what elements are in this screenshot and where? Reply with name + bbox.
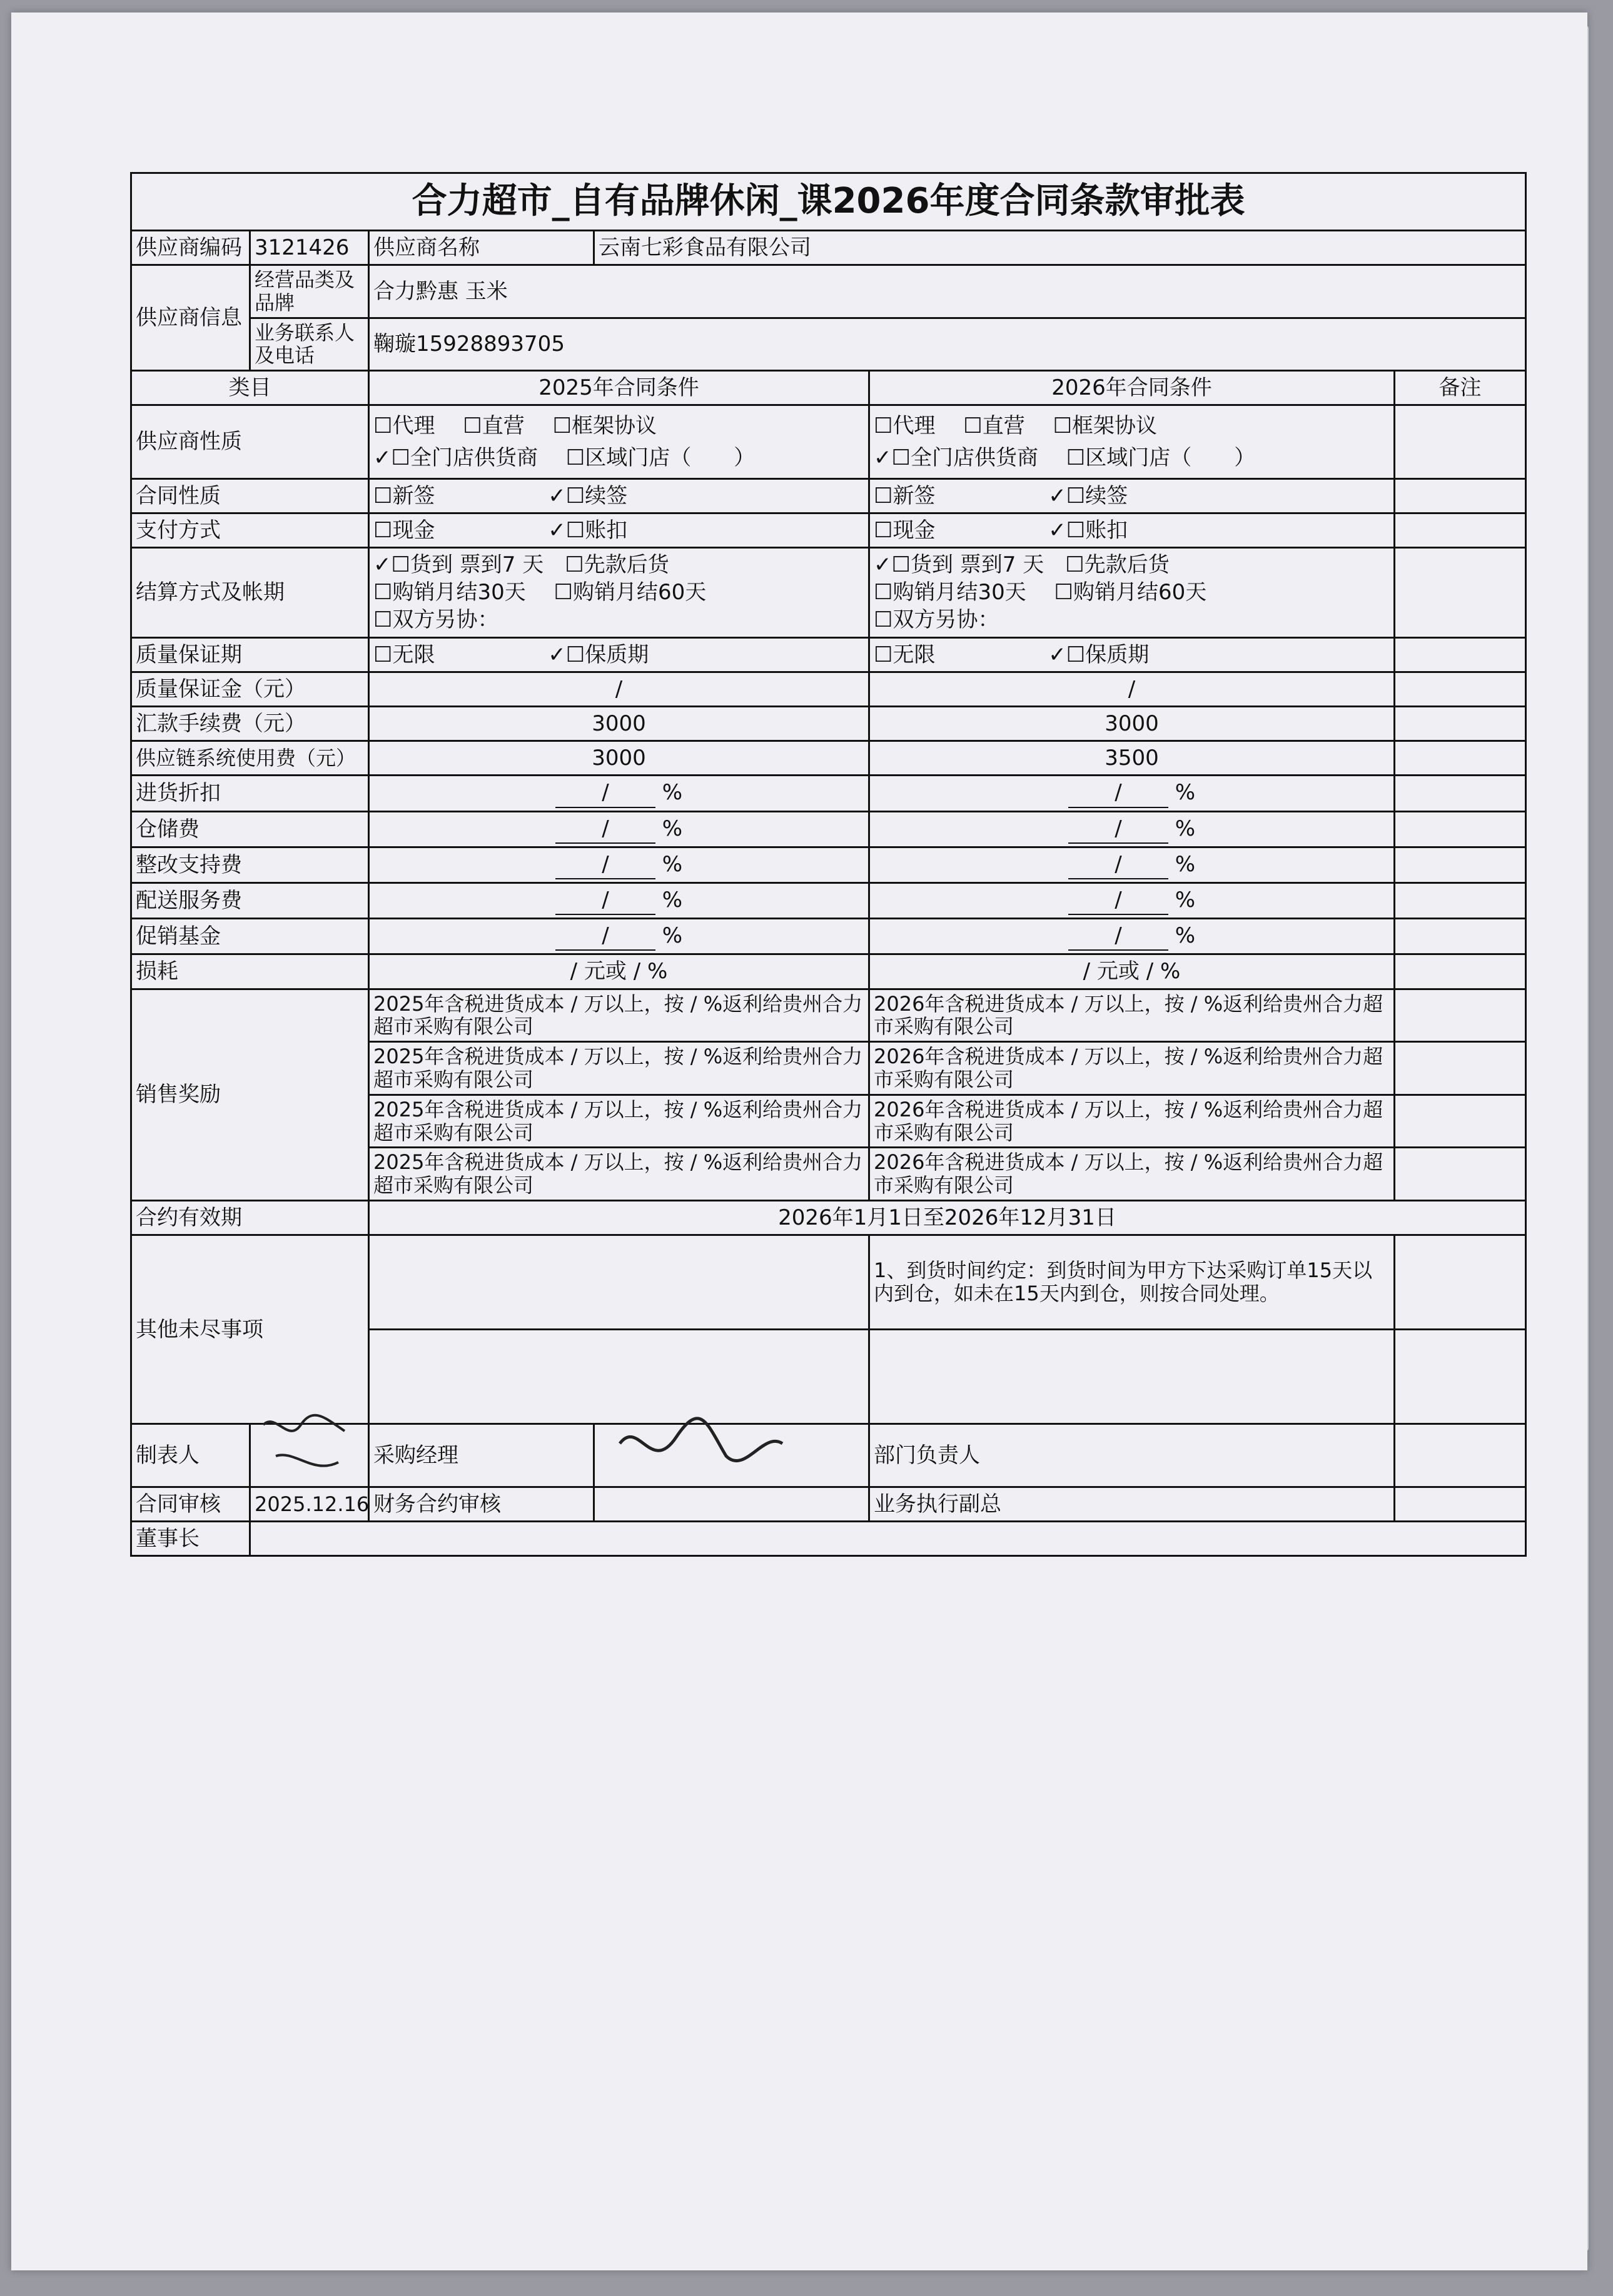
cell-2026 xyxy=(869,882,1395,918)
cell-2026: 2026年含税进货成本 / 万以上，按 / %返利给贵州合力超市采购有限公司 xyxy=(869,1042,1395,1095)
category-label: 经营品类及品牌 xyxy=(250,265,369,318)
blank-value: / xyxy=(555,922,655,951)
unit: % xyxy=(1175,887,1196,913)
cell-2026: ☐现金 ✓☐账扣 xyxy=(869,513,1395,547)
cell-2025: ☐无限 ✓☐保质期 xyxy=(369,637,869,672)
row-label: 仓储费 xyxy=(131,811,369,847)
cell-2025: 2025年含税进货成本 / 万以上，按 / %返利给贵州合力超市采购有限公司 xyxy=(369,1042,869,1095)
cell-line: ✓☐货到 票到7 天 ☐先款后货 xyxy=(874,552,1170,578)
buyer-signature xyxy=(595,1406,795,1494)
blank-value: / xyxy=(1068,922,1168,951)
cell-2026: 2026年含税进货成本 / 万以上，按 / %返利给贵州合力超市采购有限公司 xyxy=(869,989,1395,1042)
row-label: 损耗 xyxy=(131,954,369,989)
row-label: 合同性质 xyxy=(131,478,369,513)
cell-line: ✓☐货到 票到7 天 ☐先款后货 xyxy=(373,552,669,578)
row-label: 其他未尽事项 xyxy=(131,1235,369,1424)
cell-line: ✓☐全门店供货商 ☐区域门店（ ） xyxy=(373,445,756,470)
unit: % xyxy=(1175,851,1196,877)
cell-line: ☐购销月结30天 ☐购销月结60天 xyxy=(373,580,707,605)
header-2025: 2025年合同条件 xyxy=(369,371,869,405)
supplier-name-label: 供应商名称 xyxy=(369,230,594,265)
remark-cell xyxy=(1395,1330,1526,1424)
blank-value: / xyxy=(1068,851,1168,879)
supplier-code: 3121426 xyxy=(250,230,369,265)
dept-label: 部门负责人 xyxy=(869,1424,1395,1487)
row-label: 供应链系统使用费（元） xyxy=(131,741,369,776)
row-label: 供应商性质 xyxy=(131,405,369,478)
row-label: 支付方式 xyxy=(131,513,369,547)
row-label: 促销基金 xyxy=(131,919,369,954)
cell-2025: / 元或 / % xyxy=(369,954,869,989)
cell-2025: / xyxy=(369,672,869,706)
remark-cell xyxy=(1395,405,1526,478)
unit: % xyxy=(662,780,683,806)
approval-form xyxy=(130,172,1525,1557)
remark-cell xyxy=(1395,776,1526,811)
row-label: 销售奖励 xyxy=(131,989,369,1200)
cell-2026 xyxy=(869,776,1395,811)
cell-2025: 2025年含税进货成本 / 万以上，按 / %返利给贵州合力超市采购有限公司 xyxy=(369,989,869,1042)
supplier-info-label: 供应商信息 xyxy=(131,265,250,370)
dept-signature-cell xyxy=(1395,1424,1526,1487)
cell-2025 xyxy=(369,919,869,954)
header-remark: 备注 xyxy=(1395,371,1526,405)
row-label: 质量保证期 xyxy=(131,637,369,672)
unit: % xyxy=(662,887,683,913)
blank-value: / xyxy=(1068,815,1168,844)
cell-2026: / 元或 / % xyxy=(869,954,1395,989)
cell-line: ☐代理 ☐直营 ☐框架协议 xyxy=(373,413,657,439)
blank-value: / xyxy=(555,779,655,807)
cell-2025 xyxy=(369,882,869,918)
blank-value: / xyxy=(555,851,655,879)
cell-2025 xyxy=(369,847,869,882)
cell-2026 xyxy=(869,847,1395,882)
remark-cell xyxy=(1395,811,1526,847)
cell-line: ☐代理 ☐直营 ☐框架协议 xyxy=(874,413,1158,439)
buyer-label: 采购经理 xyxy=(369,1424,594,1487)
remark-cell xyxy=(1395,954,1526,989)
supplier-name: 云南七彩食品有限公司 xyxy=(594,230,1526,265)
maker-signature xyxy=(251,1406,363,1494)
cell-2026 xyxy=(869,811,1395,847)
remark-cell xyxy=(1395,882,1526,918)
row-label: 质量保证金（元） xyxy=(131,672,369,706)
cell-2026 xyxy=(869,548,1395,638)
unit: % xyxy=(1175,816,1196,841)
review-label: 合同审核 xyxy=(131,1487,250,1522)
cell-line: ☐购销月结30天 ☐购销月结60天 xyxy=(874,580,1207,605)
row-label: 结算方式及帐期 xyxy=(131,548,369,638)
supplier-code-label: 供应商编码 xyxy=(131,230,250,265)
form-table xyxy=(130,172,1527,1557)
cell-2026: 2026年含税进货成本 / 万以上，按 / %返利给贵州合力超市采购有限公司 xyxy=(869,1095,1395,1148)
cell-2026: 3000 xyxy=(869,707,1395,741)
unit: % xyxy=(1175,923,1196,949)
cell-2026 xyxy=(869,919,1395,954)
blank-value: / xyxy=(555,815,655,844)
cell-2025 xyxy=(369,776,869,811)
row-label: 整改支持费 xyxy=(131,847,369,882)
chairman-signature-cell xyxy=(250,1522,1526,1556)
remark-cell xyxy=(1395,672,1526,706)
remark-cell xyxy=(1395,989,1526,1042)
remark-cell xyxy=(1395,548,1526,638)
finance-label: 财务合约审核 xyxy=(369,1487,594,1522)
contact-label: 业务联系人及电话 xyxy=(250,318,369,371)
remark-cell xyxy=(1395,478,1526,513)
cell-2025: 2025年含税进货成本 / 万以上，按 / %返利给贵州合力超市采购有限公司 xyxy=(369,1148,869,1201)
header-2026: 2026年合同条件 xyxy=(869,371,1395,405)
validity-value: 2026年1月1日至2026年12月31日 xyxy=(369,1200,1526,1235)
cell-2025 xyxy=(369,1235,869,1330)
blank-value: / xyxy=(1068,886,1168,915)
cell-2026: ☐新签 ✓☐续签 xyxy=(869,478,1395,513)
remark-cell xyxy=(1395,919,1526,954)
header-category: 类目 xyxy=(131,371,369,405)
cell-2025: 3000 xyxy=(369,707,869,741)
remark-cell xyxy=(1395,847,1526,882)
unit: % xyxy=(662,851,683,877)
cell-2026: ☐无限 ✓☐保质期 xyxy=(869,637,1395,672)
cell-line: ☐双方另协： xyxy=(373,607,499,633)
remark-cell xyxy=(1395,1148,1526,1201)
maker-signature-cell xyxy=(250,1424,369,1487)
maker-label: 制表人 xyxy=(131,1424,250,1487)
cell-line: ✓☐全门店供货商 ☐区域门店（ ） xyxy=(874,445,1256,470)
contact-value: 鞠璇15928893705 xyxy=(369,318,1526,371)
cell-2025: 3000 xyxy=(369,741,869,776)
cell-2026 xyxy=(869,1330,1395,1424)
blank-value: / xyxy=(555,886,655,915)
cell-2026: 2026年含税进货成本 / 万以上，按 / %返利给贵州合力超市采购有限公司 xyxy=(869,1148,1395,1201)
remark-cell xyxy=(1395,1235,1526,1330)
category-value: 合力黔惠 玉米 xyxy=(369,265,1526,318)
remark-cell xyxy=(1395,1042,1526,1095)
cell-2025 xyxy=(369,405,869,478)
remark-cell xyxy=(1395,1095,1526,1148)
unit: % xyxy=(1175,780,1196,806)
remark-cell xyxy=(1395,741,1526,776)
paper-sheet xyxy=(11,13,1587,2270)
unit: % xyxy=(662,816,683,841)
cell-2026: 1、到货时间约定：到货时间为甲方下达采购订单15天以内到仓，如未在15天内到仓，则按合同处理。 xyxy=(869,1235,1395,1330)
vp-label: 业务执行副总 xyxy=(869,1487,1395,1522)
blank-value: / xyxy=(1068,779,1168,807)
cell-2025: ☐现金 ✓☐账扣 xyxy=(369,513,869,547)
maker-date: 2025.12.16 xyxy=(250,1487,369,1522)
cell-2025: ☐新签 ✓☐续签 xyxy=(369,478,869,513)
buyer-signature-cell xyxy=(594,1424,869,1487)
remark-cell xyxy=(1395,707,1526,741)
row-label: 进货折扣 xyxy=(131,776,369,811)
remark-cell xyxy=(1395,513,1526,547)
row-label: 配送服务费 xyxy=(131,882,369,918)
cell-2025: 2025年含税进货成本 / 万以上，按 / %返利给贵州合力超市采购有限公司 xyxy=(369,1095,869,1148)
cell-2026: / xyxy=(869,672,1395,706)
vp-signature-cell xyxy=(1395,1487,1526,1522)
cell-2025 xyxy=(369,811,869,847)
form-title: 合力超市_自有品牌休闲_课2026年度合同条款审批表 xyxy=(131,173,1526,231)
cell-2026: 3500 xyxy=(869,741,1395,776)
cell-2026 xyxy=(869,405,1395,478)
row-label: 合约有效期 xyxy=(131,1200,369,1235)
cell-line: ☐双方另协： xyxy=(874,607,999,633)
unit: % xyxy=(662,923,683,949)
row-label: 汇款手续费（元） xyxy=(131,707,369,741)
cell-2025 xyxy=(369,548,869,638)
chairman-label: 董事长 xyxy=(131,1522,250,1556)
remark-cell xyxy=(1395,637,1526,672)
